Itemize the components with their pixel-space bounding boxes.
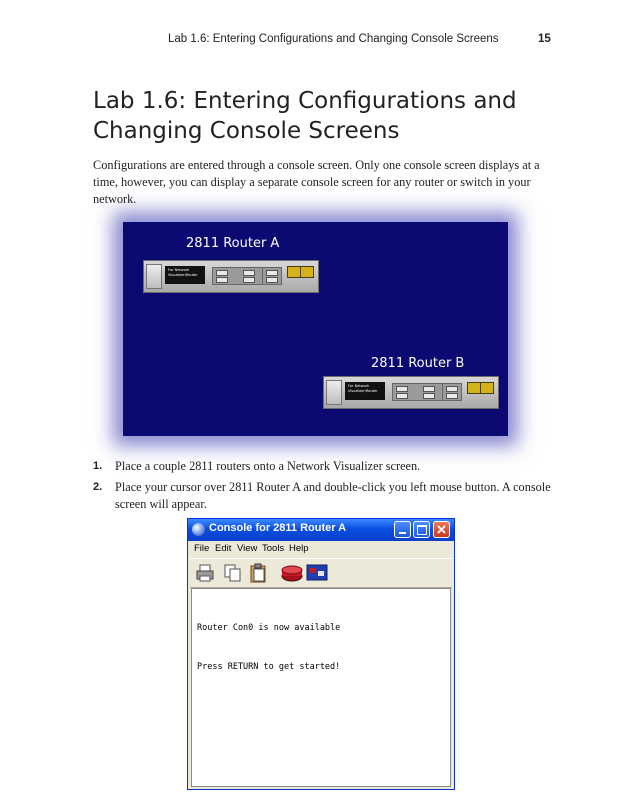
step-text: Place your cursor over 2811 Router A and double-click you left mouse button. A console screen will appear. <box>115 480 551 511</box>
toolbar <box>190 558 452 588</box>
port <box>266 270 278 276</box>
step-text: Place a couple 2811 routers onto a Network Visualizer screen. <box>115 459 421 473</box>
menu-file[interactable]: File <box>194 543 210 554</box>
port <box>446 393 458 399</box>
page-number: 15 <box>538 33 551 45</box>
console-app-icon <box>192 523 205 536</box>
router-a-screen: For Network Visualizer/Router <box>165 266 205 284</box>
network-icon[interactable] <box>306 563 328 583</box>
port <box>446 386 458 392</box>
router-b-left-panel <box>326 380 342 405</box>
port <box>423 386 435 392</box>
router-b-screen: For Network Visualizer/Router <box>345 382 385 400</box>
menu-bar <box>190 541 452 557</box>
port <box>423 393 435 399</box>
step-number: 2. <box>93 481 103 493</box>
router-a-label: 2811 Router A <box>186 236 280 251</box>
port <box>266 277 278 283</box>
router-a-left-panel <box>146 264 162 289</box>
router-a-device[interactable] <box>143 260 319 293</box>
router-b-label: 2811 Router B <box>371 356 465 371</box>
close-button[interactable] <box>433 521 450 538</box>
port <box>216 277 228 283</box>
intro-paragraph: Configurations are entered through a console screen. Only one console screen displays at a time, however, you can display a separate console screen for any router or switch in your network. <box>93 158 540 206</box>
paste-icon[interactable] <box>248 563 268 583</box>
menu-edit[interactable]: Edit <box>215 543 232 554</box>
port <box>396 393 408 399</box>
maximize-icon <box>417 525 427 535</box>
router-a-ports-1 <box>212 267 264 285</box>
menu-tools[interactable]: Tools <box>262 543 285 554</box>
router-b-ports-2 <box>442 383 462 401</box>
console-line: Press RETURN to get started! <box>197 662 341 672</box>
router-b-rj45-1 <box>467 382 481 394</box>
window-titlebar[interactable] <box>188 519 454 541</box>
router-b-device[interactable] <box>323 376 499 409</box>
maximize-button[interactable] <box>413 521 430 538</box>
port <box>396 386 408 392</box>
menu-help[interactable]: Help <box>289 543 309 554</box>
copy-icon[interactable] <box>223 563 243 583</box>
window-title: Console for 2811 Router A <box>209 522 347 534</box>
console-window <box>187 518 455 790</box>
step-number: 1. <box>93 460 103 472</box>
running-head: Lab 1.6: Entering Configurations and Changing Console Screens <box>168 33 499 45</box>
port <box>216 270 228 276</box>
router-a-rj45-1 <box>287 266 301 278</box>
minimize-button[interactable] <box>394 521 411 538</box>
step-item <box>93 458 553 475</box>
step-item <box>93 479 553 513</box>
close-icon <box>437 525 446 534</box>
port <box>243 277 255 283</box>
router-a-ports-2 <box>262 267 282 285</box>
port <box>243 270 255 276</box>
router-icon[interactable] <box>280 563 304 583</box>
minimize-icon <box>399 532 406 534</box>
router-b-rj45-2 <box>480 382 494 394</box>
router-b-ports-1 <box>392 383 444 401</box>
printer-icon[interactable] <box>195 563 215 583</box>
console-line: Router Con0 is now available <box>197 623 341 633</box>
steps-list <box>93 458 553 517</box>
console-output[interactable] <box>191 588 451 787</box>
lab-title: Lab 1.6: Entering Configurations and Changing Console Screens <box>93 88 517 144</box>
network-visualizer-figure <box>123 222 508 436</box>
router-a-rj45-2 <box>300 266 314 278</box>
menu-view[interactable]: View <box>237 543 258 554</box>
